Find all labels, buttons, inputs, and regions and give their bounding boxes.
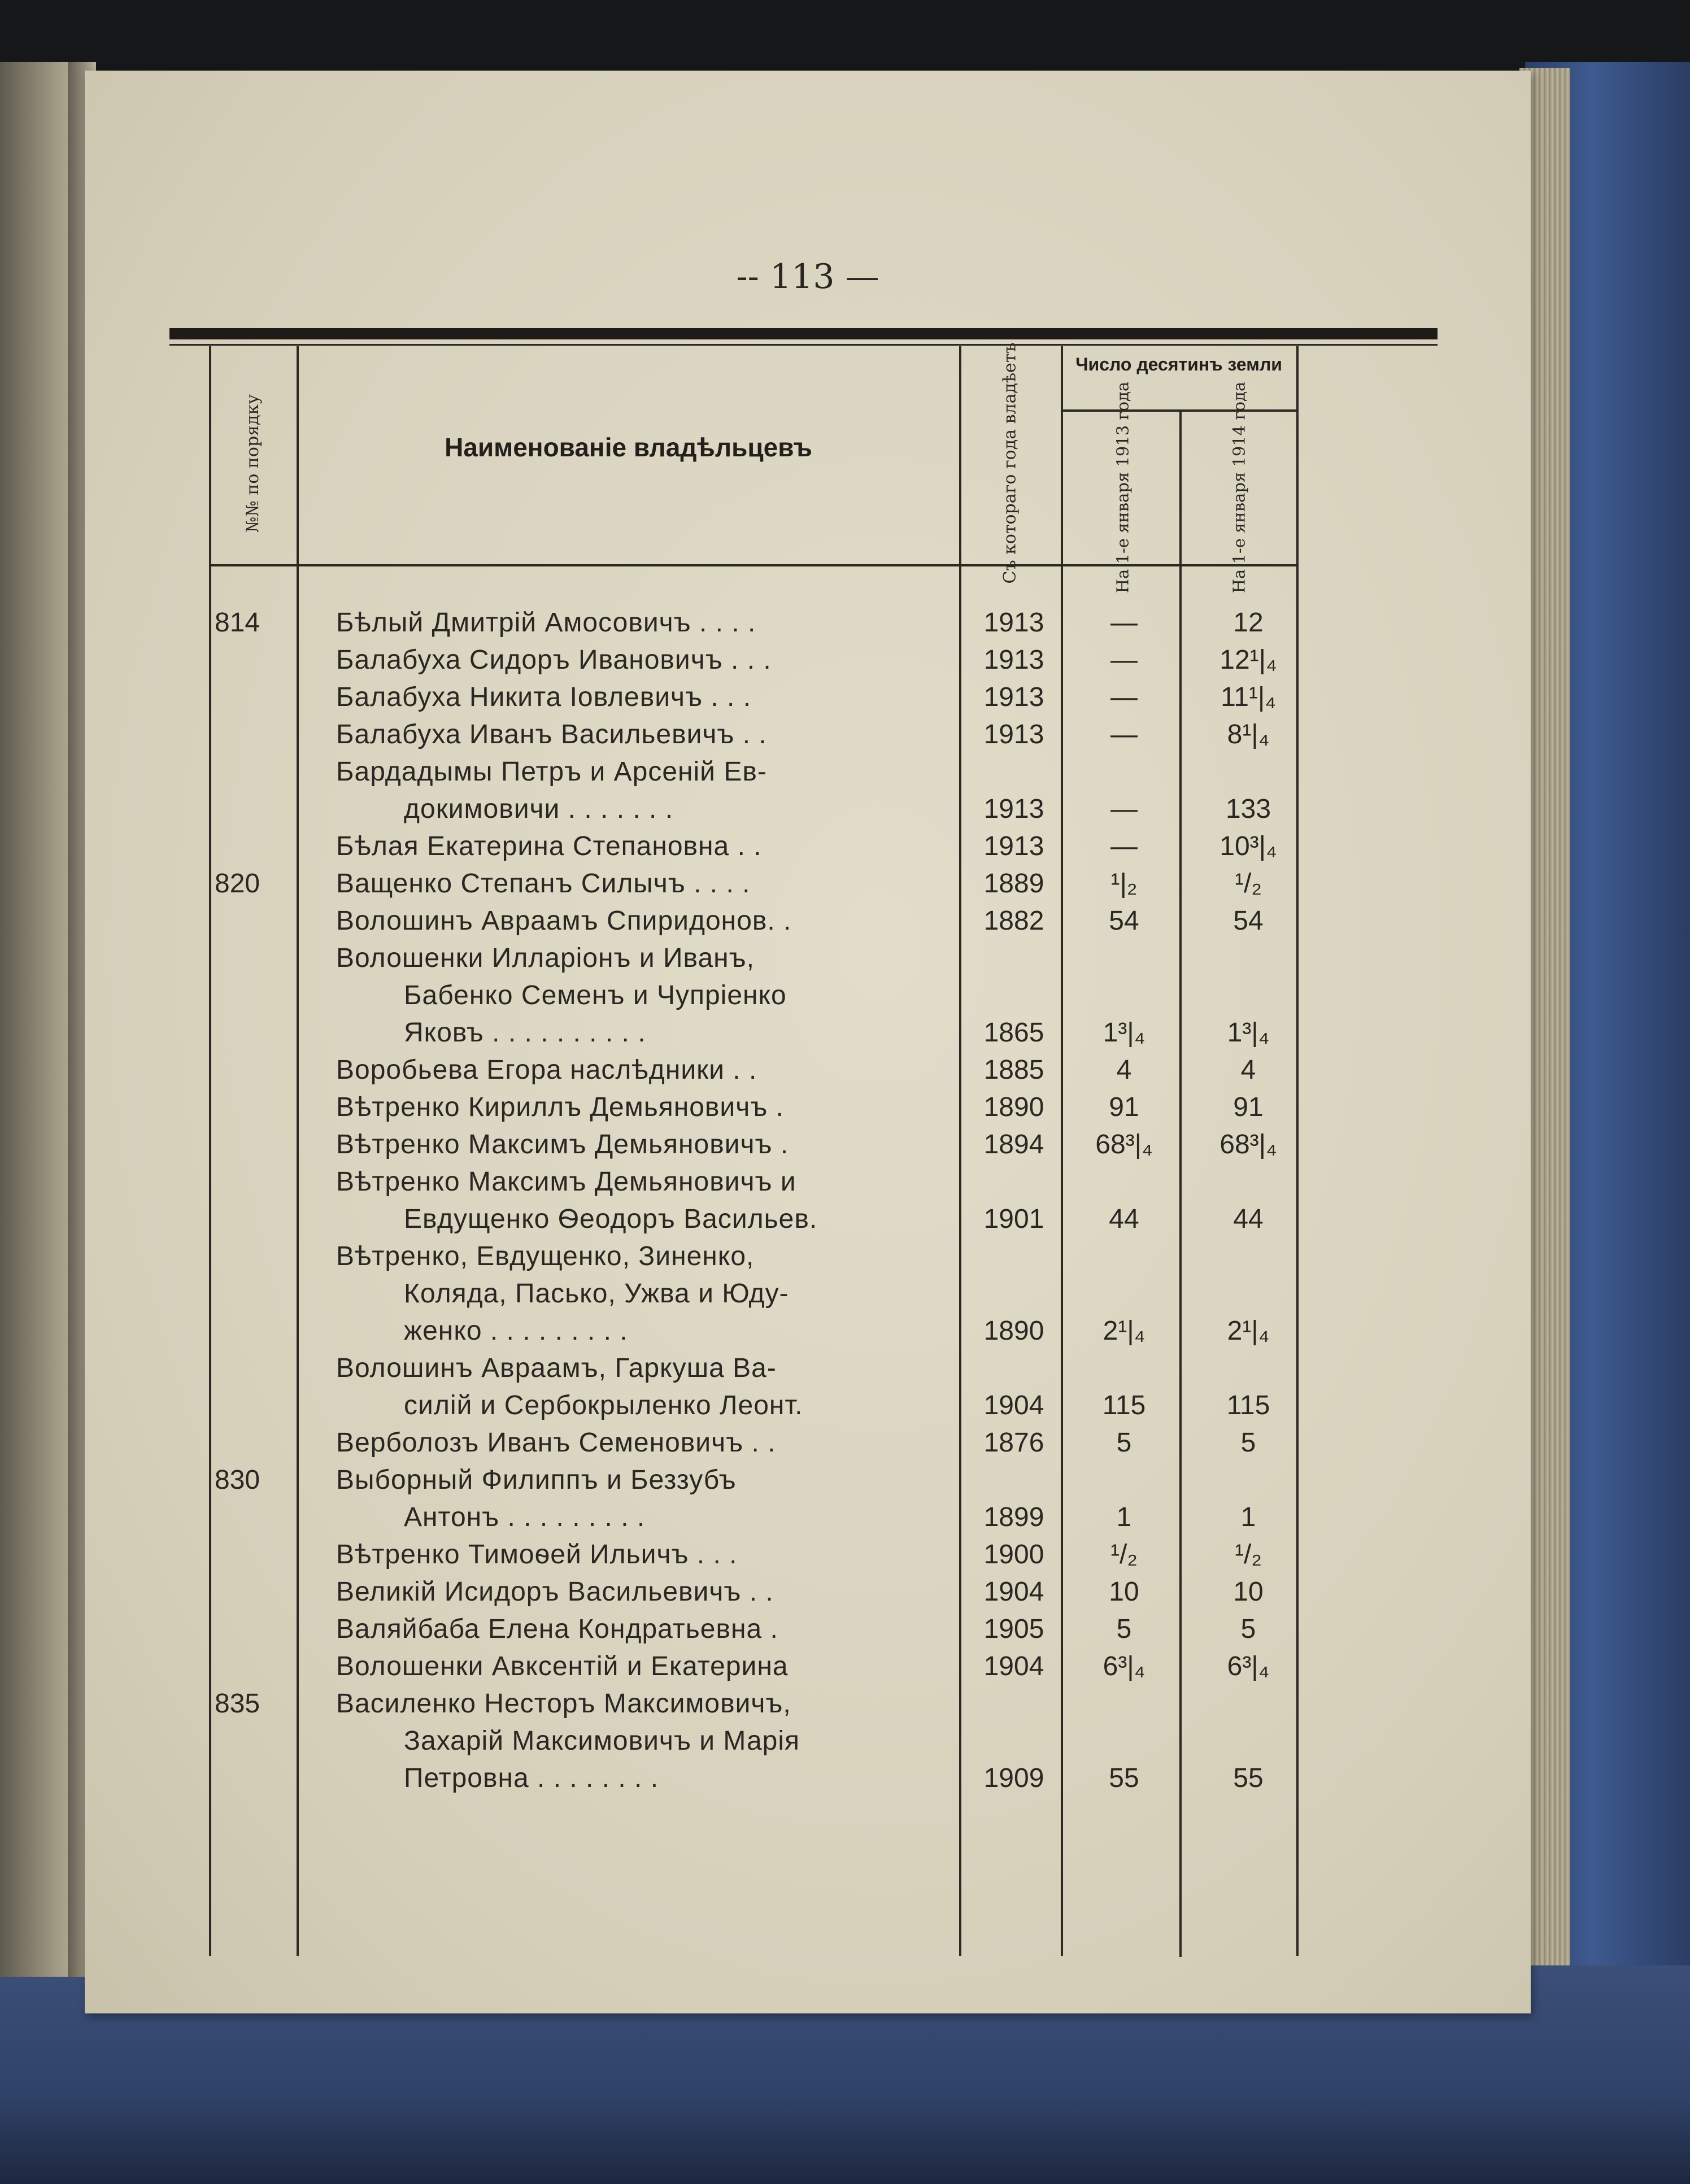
cell-name: Петровна . . . . . . . . bbox=[404, 1763, 659, 1793]
cell-year: 1894 bbox=[983, 1130, 1044, 1159]
cell-num: 830 bbox=[215, 1465, 260, 1495]
cell-v1914 bbox=[1192, 1685, 1305, 1723]
cell-year bbox=[972, 753, 1056, 791]
cell-v1913: — bbox=[1110, 682, 1138, 712]
cell-num bbox=[215, 1387, 288, 1424]
cell-year bbox=[972, 1350, 1056, 1387]
cell-num bbox=[215, 1611, 288, 1648]
cell-num bbox=[215, 977, 288, 1014]
cell-v1914 bbox=[1192, 1723, 1305, 1760]
cell-num bbox=[215, 791, 288, 828]
cell-name: Волошенки Илларіонъ и Иванъ, bbox=[336, 943, 755, 973]
cell-name: Бѣлая Екатерина Степановна . . bbox=[336, 831, 762, 861]
cell-v1914: 8¹|₄ bbox=[1227, 720, 1270, 749]
cell-v1914: 115 bbox=[1226, 1390, 1270, 1420]
cell-v1914 bbox=[1192, 1462, 1305, 1499]
cell-v1913: — bbox=[1110, 608, 1138, 638]
table-row bbox=[0, 1350, 1690, 1387]
table-row bbox=[0, 865, 1690, 903]
cell-year bbox=[972, 1163, 1056, 1201]
cell-name: Василенко Несторъ Максимовичъ, bbox=[336, 1689, 791, 1719]
cell-year: 1899 bbox=[983, 1502, 1044, 1532]
cell-num bbox=[215, 828, 288, 865]
cell-name: Ващенко Степанъ Силычъ . . . . bbox=[336, 869, 751, 899]
cell-num bbox=[215, 679, 288, 716]
cell-year: 1909 bbox=[983, 1763, 1044, 1793]
cell-name: Вѣтренко Кириллъ Демьяновичъ . bbox=[336, 1092, 784, 1122]
cell-name: Евдущенко Ѳеодоръ Васильев. bbox=[404, 1204, 818, 1234]
table-row bbox=[0, 1424, 1690, 1462]
table-row bbox=[0, 1014, 1690, 1052]
cell-name: Балабуха Сидоръ Ивановичъ . . . bbox=[336, 645, 772, 675]
cell-v1914: 68³|₄ bbox=[1219, 1130, 1277, 1159]
cell-num bbox=[215, 1536, 288, 1573]
cell-v1914: 54 bbox=[1233, 906, 1264, 936]
table-row bbox=[0, 1238, 1690, 1275]
cell-v1913: — bbox=[1110, 645, 1138, 675]
table-row bbox=[0, 1275, 1690, 1313]
header-owner-name: Наименованіе владѣльцевъ bbox=[445, 433, 812, 462]
cell-num bbox=[215, 940, 288, 977]
cell-name: Вѣтренко Тимоѳей Ильичъ . . . bbox=[336, 1540, 738, 1570]
table-row bbox=[0, 1313, 1690, 1350]
cell-v1913: 4 bbox=[1116, 1055, 1132, 1085]
cell-name: Вѣтренко, Евдущенко, Зиненко, bbox=[336, 1241, 755, 1271]
cell-name: Захарій Максимовичъ и Марія bbox=[404, 1726, 800, 1756]
cell-v1913: 115 bbox=[1102, 1390, 1146, 1420]
cell-v1913: ¹/₂ bbox=[1110, 1540, 1138, 1570]
table-row bbox=[0, 642, 1690, 679]
cell-year: 1913 bbox=[983, 831, 1044, 861]
cell-num bbox=[215, 1573, 288, 1611]
table-row bbox=[0, 828, 1690, 865]
table-row bbox=[0, 1760, 1690, 1797]
cell-name: Коляда, Пасько, Ужва и Юду- bbox=[404, 1279, 789, 1309]
table-row bbox=[0, 1573, 1690, 1611]
table-row bbox=[0, 753, 1690, 791]
cell-year: 1885 bbox=[983, 1055, 1044, 1085]
cell-v1914: 12 bbox=[1233, 608, 1264, 638]
table-row bbox=[0, 791, 1690, 828]
table-row bbox=[0, 1536, 1690, 1573]
cell-num bbox=[215, 1014, 288, 1052]
cell-name: Бѣлый Дмитрій Амосовичъ . . . . bbox=[336, 608, 756, 638]
cell-year bbox=[972, 1685, 1056, 1723]
cell-v1913: 5 bbox=[1116, 1614, 1132, 1644]
page-number: -- 113 — bbox=[736, 257, 879, 297]
cell-v1914 bbox=[1192, 1163, 1305, 1201]
cell-v1913: 10 bbox=[1109, 1577, 1139, 1607]
cell-year: 1889 bbox=[983, 869, 1044, 899]
table-row bbox=[0, 1685, 1690, 1723]
cell-v1914: 1³|₄ bbox=[1227, 1018, 1270, 1048]
cell-year: 1904 bbox=[983, 1651, 1044, 1681]
cell-year: 1904 bbox=[983, 1390, 1044, 1420]
table-row bbox=[0, 1163, 1690, 1201]
cell-num bbox=[215, 1313, 288, 1350]
cell-num bbox=[215, 1089, 288, 1126]
cell-v1914 bbox=[1192, 753, 1305, 791]
cell-num bbox=[215, 1760, 288, 1797]
cell-num bbox=[215, 1350, 288, 1387]
cell-year: 1890 bbox=[983, 1092, 1044, 1122]
cell-v1913 bbox=[1068, 1723, 1181, 1760]
table-row bbox=[0, 1201, 1690, 1238]
cell-year: 1901 bbox=[983, 1204, 1044, 1234]
cell-year bbox=[972, 1723, 1056, 1760]
cell-name: Выборный Филиппъ и Беззубъ bbox=[336, 1465, 737, 1495]
cell-v1913 bbox=[1068, 1350, 1181, 1387]
cell-v1913: 91 bbox=[1109, 1092, 1139, 1122]
cell-v1914 bbox=[1192, 977, 1305, 1014]
cell-num: 835 bbox=[215, 1689, 260, 1719]
cell-num bbox=[215, 1163, 288, 1201]
cell-year: 1865 bbox=[983, 1018, 1044, 1048]
cell-name: Верболозъ Иванъ Семеновичъ . . bbox=[336, 1428, 776, 1458]
table-row bbox=[0, 1499, 1690, 1536]
table-row bbox=[0, 1126, 1690, 1163]
cell-v1914 bbox=[1192, 940, 1305, 977]
table-row bbox=[0, 977, 1690, 1014]
cell-v1913: 54 bbox=[1109, 906, 1139, 936]
cell-v1914: 133 bbox=[1225, 794, 1271, 824]
table-row bbox=[0, 716, 1690, 753]
cell-year: 1913 bbox=[983, 720, 1044, 749]
cell-num bbox=[215, 1238, 288, 1275]
cell-v1914: ¹/₂ bbox=[1235, 1540, 1262, 1570]
cell-v1914: 10³|₄ bbox=[1219, 831, 1277, 861]
cell-v1913: 55 bbox=[1109, 1763, 1139, 1793]
cell-name: Великій Исидоръ Васильевичъ . . bbox=[336, 1577, 774, 1607]
cell-v1913 bbox=[1068, 1462, 1181, 1499]
cell-num bbox=[215, 903, 288, 940]
cell-num bbox=[215, 1201, 288, 1238]
cell-num bbox=[215, 1723, 288, 1760]
cell-name: Вѣтренко Максимъ Демьяновичъ . bbox=[336, 1130, 789, 1159]
cell-v1914: 5 bbox=[1240, 1614, 1256, 1644]
cell-v1913 bbox=[1068, 753, 1181, 791]
cell-v1913 bbox=[1068, 1163, 1181, 1201]
cell-name: Волошинъ Авраамъ Спиридонов. . bbox=[336, 906, 792, 936]
cell-v1914: 10 bbox=[1233, 1577, 1264, 1607]
cell-num bbox=[215, 1126, 288, 1163]
cell-v1914: 4 bbox=[1240, 1055, 1256, 1085]
cell-v1913: — bbox=[1110, 720, 1138, 749]
cell-v1913: ¹|₂ bbox=[1110, 869, 1138, 899]
cell-v1914: 2¹|₄ bbox=[1227, 1316, 1270, 1346]
header-number: №№ по порядку bbox=[242, 394, 263, 533]
cell-num bbox=[215, 1648, 288, 1685]
cell-year: 1900 bbox=[983, 1540, 1044, 1570]
cell-name: Воробьева Егора наслѣдники . . bbox=[336, 1055, 757, 1085]
cell-v1913: — bbox=[1110, 831, 1138, 861]
cell-v1914: 55 bbox=[1233, 1763, 1264, 1793]
header-1913: На 1-е января 1913 года bbox=[1113, 381, 1133, 593]
cell-v1914: ¹/₂ bbox=[1235, 869, 1262, 899]
cell-year: 1876 bbox=[983, 1428, 1044, 1458]
cell-v1914 bbox=[1192, 1350, 1305, 1387]
cell-name: Бабенко Семенъ и Чупріенко bbox=[404, 980, 787, 1010]
cell-name: Балабуха Иванъ Васильевичъ . . bbox=[336, 720, 767, 749]
cell-num bbox=[215, 716, 288, 753]
cell-v1913 bbox=[1068, 1275, 1181, 1313]
cell-v1913: 1³|₄ bbox=[1103, 1018, 1145, 1048]
cell-v1913: 5 bbox=[1116, 1428, 1132, 1458]
cell-v1914: 5 bbox=[1240, 1428, 1256, 1458]
cell-name: Волошенки Авксентій и Екатерина bbox=[336, 1651, 789, 1681]
cell-num bbox=[215, 642, 288, 679]
cell-v1913: — bbox=[1110, 794, 1138, 824]
cell-v1914 bbox=[1192, 1238, 1305, 1275]
cell-v1913 bbox=[1068, 1238, 1181, 1275]
table-row bbox=[0, 1089, 1690, 1126]
table-row bbox=[0, 1648, 1690, 1685]
header-year: Съ котораго года владѣетъ bbox=[1000, 342, 1020, 584]
cell-v1914: 44 bbox=[1233, 1204, 1264, 1234]
cell-year: 1913 bbox=[983, 608, 1044, 638]
cell-v1913 bbox=[1068, 1685, 1181, 1723]
cell-year: 1913 bbox=[983, 645, 1044, 675]
cell-year: 1913 bbox=[983, 682, 1044, 712]
cell-year bbox=[972, 977, 1056, 1014]
table-row bbox=[0, 1611, 1690, 1648]
table-row bbox=[0, 903, 1690, 940]
header-land: Число десятинъ земли bbox=[1075, 354, 1282, 374]
cell-year bbox=[972, 1462, 1056, 1499]
cell-year: 1882 bbox=[983, 906, 1044, 936]
cell-year: 1890 bbox=[983, 1316, 1044, 1346]
cell-year bbox=[972, 1275, 1056, 1313]
cell-name: Бардадымы Петръ и Арсеній Ев- bbox=[336, 757, 767, 787]
table-row bbox=[0, 604, 1690, 642]
cell-num: 820 bbox=[215, 869, 260, 899]
cell-v1914: 11¹|₄ bbox=[1221, 682, 1276, 712]
cell-v1913: 6³|₄ bbox=[1103, 1651, 1145, 1681]
cell-v1913: 2¹|₄ bbox=[1103, 1316, 1145, 1346]
cell-name: силій и Сербокрыленко Леонт. bbox=[404, 1390, 803, 1420]
cell-name: Валяйбаба Елена Кондратьевна . bbox=[336, 1614, 778, 1644]
cell-v1914 bbox=[1192, 1275, 1305, 1313]
table-row bbox=[0, 1723, 1690, 1760]
cell-v1914: 1 bbox=[1240, 1502, 1256, 1532]
cell-year bbox=[972, 940, 1056, 977]
cell-v1913 bbox=[1068, 940, 1181, 977]
cell-v1913: 68³|₄ bbox=[1095, 1130, 1153, 1159]
table-row bbox=[0, 679, 1690, 716]
cell-v1914: 12¹|₄ bbox=[1219, 645, 1277, 675]
cell-num bbox=[215, 1499, 288, 1536]
cell-v1914: 6³|₄ bbox=[1227, 1651, 1270, 1681]
cell-num: 814 bbox=[215, 608, 260, 638]
cell-name: Антонъ . . . . . . . . . bbox=[404, 1502, 646, 1532]
cell-name: Яковъ . . . . . . . . . . bbox=[404, 1018, 646, 1048]
table-row bbox=[0, 940, 1690, 977]
cell-v1913 bbox=[1068, 977, 1181, 1014]
cell-name: Волошинъ Авраамъ, Гаркуша Ва- bbox=[336, 1353, 777, 1383]
cell-v1913: 44 bbox=[1109, 1204, 1139, 1234]
cell-num bbox=[215, 753, 288, 791]
cell-name: докимовичи . . . . . . . bbox=[404, 794, 674, 824]
cell-num bbox=[215, 1052, 288, 1089]
cell-num bbox=[215, 1424, 288, 1462]
cell-name: Вѣтренко Максимъ Демьяновичъ и bbox=[336, 1167, 796, 1197]
cell-num bbox=[215, 1275, 288, 1313]
cell-v1913: 1 bbox=[1116, 1502, 1132, 1532]
cell-year: 1913 bbox=[983, 794, 1044, 824]
cell-year: 1904 bbox=[983, 1577, 1044, 1607]
table-row bbox=[0, 1052, 1690, 1089]
cell-name: Балабуха Никита Іовлевичъ . . . bbox=[336, 682, 752, 712]
cell-v1914: 91 bbox=[1233, 1092, 1264, 1122]
table-row bbox=[0, 1387, 1690, 1424]
cell-name: женко . . . . . . . . . bbox=[404, 1316, 628, 1346]
cell-year: 1905 bbox=[983, 1614, 1044, 1644]
table-row bbox=[0, 1462, 1690, 1499]
header-1914: На 1-е января 1914 года bbox=[1229, 381, 1249, 593]
cell-year bbox=[972, 1238, 1056, 1275]
